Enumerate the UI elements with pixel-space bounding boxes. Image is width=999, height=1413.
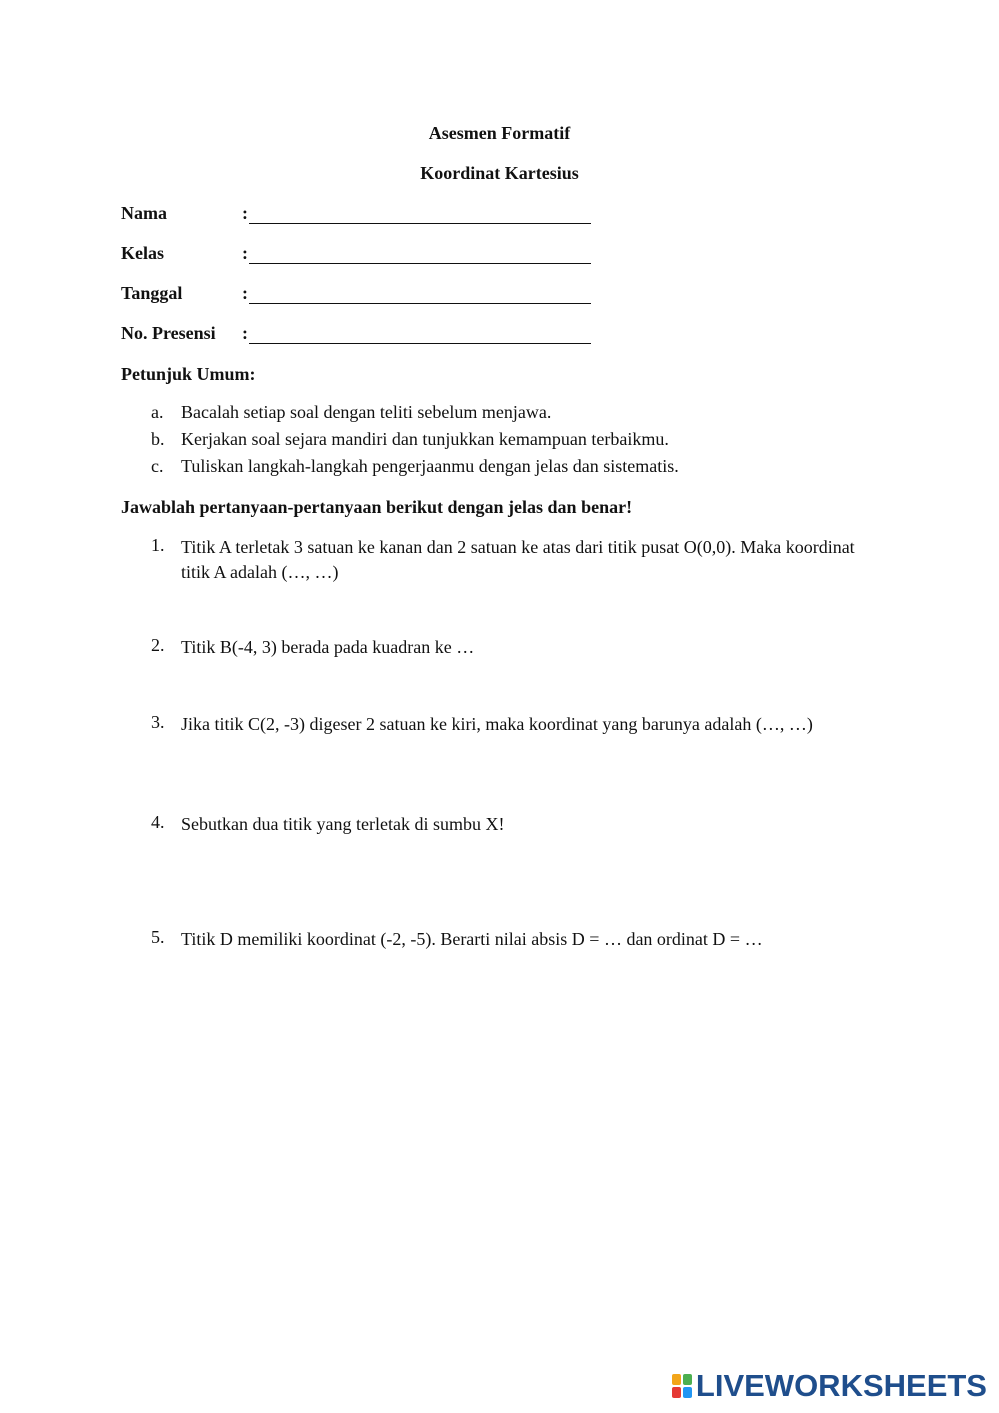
questions-heading: Jawablah pertanyaan-pertanyaan berikut dengan jelas dan benar! [121,497,633,517]
worksheet-subtitle: Koordinat Kartesius [420,163,579,183]
name-field [121,203,601,227]
liveworksheets-logo-icon [672,1374,692,1398]
instruction-text: Bacalah setiap soal dengan teliti sebelum menjawa. [181,402,552,422]
class-answer-line[interactable] [249,263,591,264]
name-answer-line[interactable] [249,223,591,224]
question-text: Titik A terletak 3 satuan ke kanan dan 2 satuan ke atas dari titik pusat O(0,0). Maka koordinat titik A adalah (…, …) [181,537,855,582]
name-label: Nama [121,203,167,223]
date-colon: : [242,283,248,303]
question-text: Titik D memiliki koordinat (-2, -5). Berarti nilai absis D = … dan ordinat D = … [181,929,763,949]
instruction-marker: b. [151,429,165,449]
question-number: 1. [151,535,165,555]
instruction-text: Tuliskan langkah-langkah pengerjaanmu dengan jelas dan sistematis. [181,456,679,476]
liveworksheets-brand [672,1368,987,1403]
instruction-marker: c. [151,456,164,476]
attendance-number-answer-line[interactable] [249,343,591,344]
instruction-text: Kerjakan soal sejara mandiri dan tunjukkan kemampuan terbaikmu. [181,429,669,449]
name-colon: : [242,203,248,223]
worksheet-title: Asesmen Formatif [428,123,571,143]
date-answer-line[interactable] [249,303,591,304]
class-colon: : [242,243,248,263]
class-label: Kelas [121,243,164,263]
question-text: Sebutkan dua titik yang terletak di sumbu X! [181,814,505,834]
question-number: 4. [151,812,165,832]
question-number: 2. [151,635,165,655]
date-field [121,283,601,307]
question-number: 3. [151,712,165,732]
instructions-heading: Petunjuk Umum: [121,364,256,384]
attendance-number-field [121,323,601,347]
question-number: 5. [151,927,165,947]
attendance-number-label: No. Presensi [121,323,216,343]
instruction-marker: a. [151,402,164,422]
date-label: Tanggal [121,283,183,303]
question-text: Jika titik C(2, -3) digeser 2 satuan ke kiri, maka koordinat yang barunya adalah (…, …) [181,714,813,734]
class-field [121,243,601,267]
brand-name: LIVEWORKSHEETS [695,1368,987,1403]
question-text: Titik B(-4, 3) berada pada kuadran ke … [181,637,475,657]
attendance-number-colon: : [242,323,248,343]
